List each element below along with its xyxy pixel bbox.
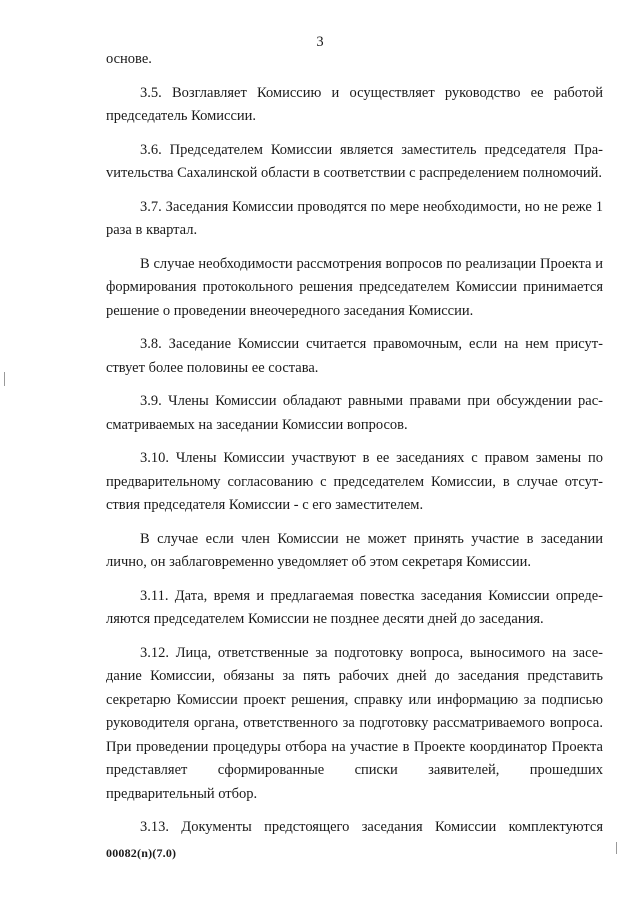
scan-edge-mark [616, 842, 617, 854]
document-code: 00082(n)(7.0) [106, 846, 177, 860]
paragraph-3-8: 3.8. Заседание Комиссии считается правомочным, если на нем присутствует более половины ее состава. [106, 336, 603, 376]
paragraph-3-5: 3.5. Возглавляет Комиссию и осуществляет руководство ее работой председатель Комиссии. [106, 84, 603, 124]
paragraph-continuation: основе. [106, 51, 152, 67]
paragraph-3-9: 3.9. Члены Комиссии обладают равными правами при обсуждении рассматриваемых на заседании Комиссии вопросов. [106, 393, 603, 433]
paragraph-3-7: 3.7. Заседания Комиссии проводятся по мере необходимости, но не реже 1 раза в квартал. [106, 198, 603, 238]
document-body [106, 48, 603, 850]
paragraph-3-10: 3.10. Члены Комиссии участвуют в ее заседаниях с правом замены по предварительному согласованию с председателем Комиссии, в случае отсутствия председателя Комиссии - с его заместителем. [106, 450, 603, 513]
paragraph-3-6: 3.6. Председателем Комиссии является заместитель председателя Праvительства Сахалинской области в соответствии с распределением полномочий. [106, 141, 603, 181]
paragraph-3-12: 3.12. Лица, ответственные за подготовку вопроса, выносимого на заседание Комиссии, обязаны за пять рабочих дней до заседания представить секретарю Комиссии проект решения, справку или информацию за подписью руководителя органа, ответственного за подготовку рассматриваемого вопроса. При проведении процедуры отбора на участие в Проекте координатор Проекта представляет сформированные списки заявителей, прошедших предварительный отбор. [106, 644, 603, 802]
paragraph-3-13: 3.13. Документы предстоящего заседания Комиссии комплектуются [140, 819, 603, 835]
paragraph-3-11: 3.11. Дата, время и предлагаемая повестка заседания Комиссии определяются председателем Комиссии не позднее десяти дней до заседания. [106, 587, 603, 627]
paragraph-3-10-extra: В случае если член Комиссии не может принять участие в заседании лично, он заблаговременно уведомляет об этом секретаря Комиссии. [106, 530, 603, 570]
paragraph-3-7-extra: В случае необходимости рассмотрения вопросов по реализации Проекта и формирования протокольного решения председателем Комиссии принимается решение о проведении внеочередного заседания Комиссии. [106, 255, 603, 319]
scan-edge-mark [4, 372, 5, 386]
page-number: 3 [316, 34, 324, 50]
